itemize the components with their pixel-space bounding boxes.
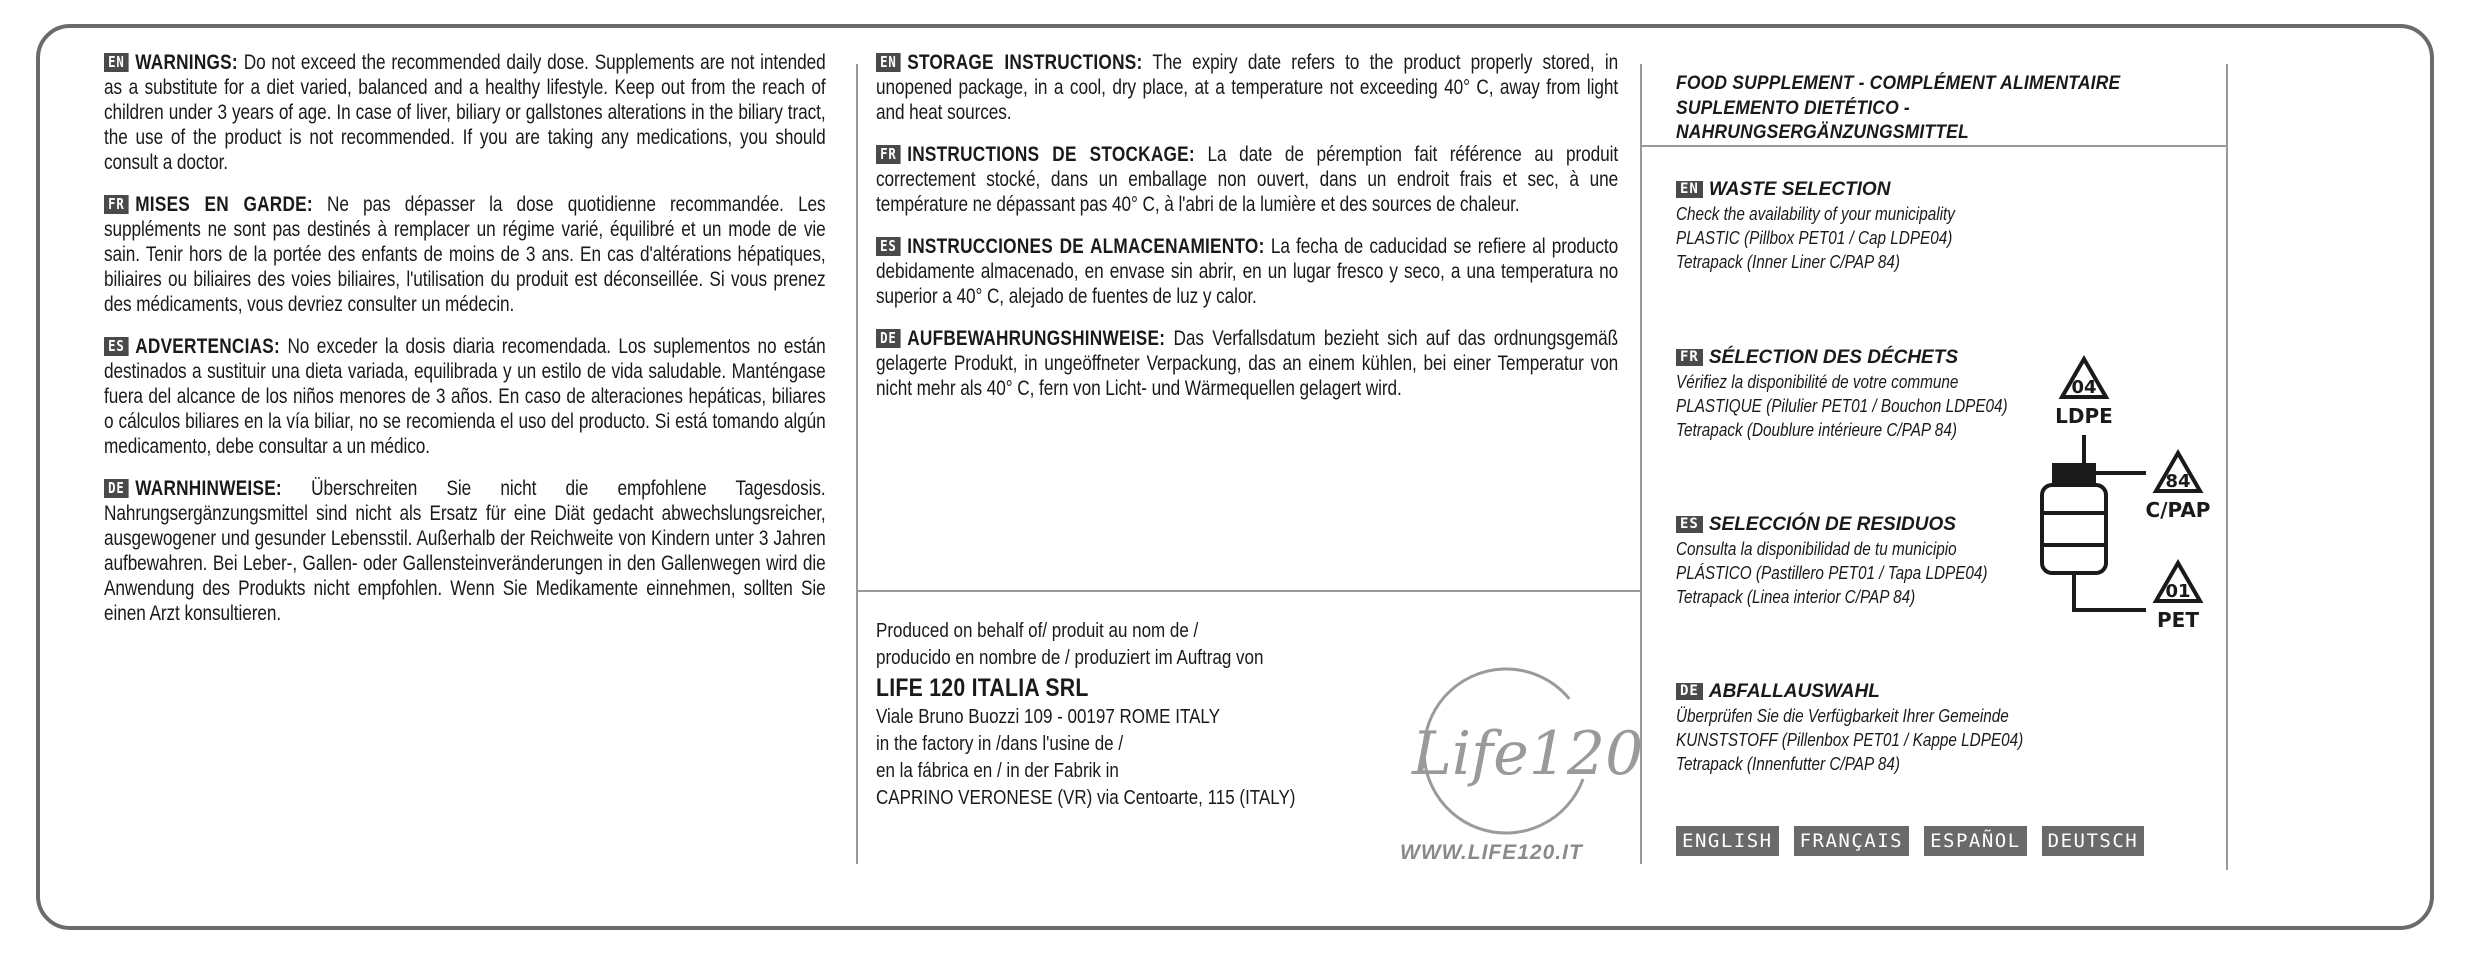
recycling-diagram — [2036, 325, 2236, 655]
badge-fr: FR — [1676, 349, 1703, 366]
badge-de: DE — [104, 479, 129, 498]
waste-line: PLASTIQUE (Pilulier PET01 / Bouchon LDPE04) — [1676, 396, 2008, 416]
badge-es: ES — [104, 337, 129, 356]
warning-heading: WARNINGS: — [135, 51, 238, 74]
storage-text: La fecha de caducidad se refiere al producto debidamente almacenado, en envase sin abrir, en un lugar fresco y seco, a una temperatura no superior a 40° C, alejado de fuentes de luz y calor. — [876, 235, 1619, 308]
cpap-label: C/PAP — [2145, 498, 2211, 522]
waste-line: KUNSTSTOFF (Pillenbox PET01 / Kappe LDPE04) — [1676, 730, 2024, 750]
divider-h1 — [858, 590, 1640, 592]
waste-line: Tetrapack (Doublure intérieure C/PAP 84) — [1676, 420, 1957, 440]
divider-1 — [856, 64, 858, 864]
producer-line: in the factory in /dans l'usine de / — [876, 733, 1124, 755]
storage-en — [876, 50, 1618, 125]
warning-text: Do not exceed the recommended daily dose. Supplements are not intended as a substitute for a diet varied, balanced and a healthy lifestyle. Keep out from the reach of children under 3 years of age. In case of liver, biliary or gallstones alterations in the biliary tract, the use of the product is not recommended. If you are taking any medications, you should consult a doctor. — [104, 51, 826, 174]
logo-text: Life120 — [1412, 719, 1644, 789]
waste-line: PLASTIC (Pillbox PET01 / Cap LDPE04) — [1676, 228, 1953, 248]
warning-de — [104, 476, 826, 626]
life120-logo — [1398, 656, 1644, 846]
warning-text: Ne pas dépasser la dose quotidienne recommandée. Les suppléments ne sont pas destinés à remplacer un régime varié, équilibré et un mode de vie sain. Tenir hors de la portée des enfants de moins de 3 ans. En cas d'altérations hépatiques, biliaires ou biliaires des voies biliaires, l'utilisation du produit est déconseillée. Si vous prenez des médicaments, vous devriez consulter un médecin. — [104, 193, 826, 316]
waste-line: Überprüfen Sie die Verfügbarkeit Ihrer Gemeinde — [1676, 706, 2009, 726]
waste-heading: WASTE SELECTION — [1708, 179, 1891, 200]
waste-line: PLÁSTICO (Pastillero PET01 / Tapa LDPE04) — [1676, 563, 1988, 583]
food-supplement-subtitle: SUPLEMENTO DIETÉTICO - NAHRUNGSERGÄNZUNGSMITTEL — [1676, 98, 1969, 143]
badge-es: ES — [1676, 516, 1703, 533]
lang-francais: FRANÇAIS — [1794, 826, 1910, 856]
storage-heading: STORAGE INSTRUCTIONS: — [907, 51, 1143, 74]
producer-info — [876, 618, 1301, 812]
badge-de: DE — [876, 329, 901, 348]
badge-es: ES — [876, 237, 901, 256]
warning-text: No exceder la dosis diaria recomendada. Los suplementos no están destinados a sustituir una dieta variada, equilibrada y un estilo de vida saludable. Manténgase fuera del alcance de los niños menores de 3 años. En caso de alteraciones hepáticas, biliares o cálculos biliares en la vía biliar, no se recomienda el uso del producto. Si está tomando algún medicamento, debe consultar a un médico. — [104, 335, 826, 458]
ldpe-label: LDPE — [2055, 404, 2113, 428]
warning-heading: WARNHINWEISE: — [135, 477, 282, 500]
storage-es — [876, 234, 1618, 309]
ldpe-code: 04 — [2071, 377, 2097, 398]
company-name: LIFE 120 ITALIA SRL — [876, 674, 1089, 702]
warning-es — [104, 334, 826, 459]
storage-text: Das Verfallsdatum bezieht sich auf das ordnungsgemäß gelagerte Produkt, in ungeöffneter Verpackung, das an einem kühlen, bei einer Temperatur von nicht mehr als 40° C, fern von Licht- und Wärmequellen gelagert wird. — [876, 327, 1619, 400]
waste-line: Tetrapack (Innenfutter C/PAP 84) — [1676, 754, 1900, 774]
waste-line: Tetrapack (Linea interior C/PAP 84) — [1676, 587, 1916, 607]
producer-line: producido en nombre de / produziert im Auftrag von — [876, 647, 1264, 669]
badge-de: DE — [1676, 683, 1703, 700]
warning-fr — [104, 192, 826, 317]
lang-espanol: ESPAÑOL — [1924, 826, 2027, 856]
storage-fr — [876, 142, 1618, 217]
waste-en — [1676, 178, 2236, 274]
storage-heading: AUFBEWAHRUNGSHINWEISE: — [907, 327, 1166, 350]
warning-text: Überschreiten Sie nicht die empfohlene Tagesdosis. Nahrungsergänzungsmittel sind nicht als Ersatz für eine Diät gedacht abwechslungsreicher, ausgewogener und gesunder Lebensstil. Außerhalb der Reichweite von Kindern unter 3 Jahren aufbewahren. Bei Leber-, Gallen- oder Gallensteinveränderungen in den Gallenwegen wird die Anwendung des Produkts nicht empfohlen. Wenn Sie Medikamente einnehmen, sollten Sie einen Arzt konsultieren. — [104, 477, 826, 625]
pet-code: 01 — [2165, 581, 2191, 602]
warning-en — [104, 50, 826, 175]
warning-heading: MISES EN GARDE: — [135, 193, 313, 216]
badge-fr: FR — [104, 195, 129, 214]
food-supplement-title: FOOD SUPPLEMENT - COMPLÉMENT ALIMENTAIRE — [1676, 73, 2121, 94]
company-address: Viale Bruno Buozzi 109 - 00197 ROME ITALY — [876, 706, 1220, 728]
warning-heading: ADVERTENCIAS: — [135, 335, 281, 358]
waste-line: Consulta la disponibilidad de tu municipio — [1676, 539, 1957, 559]
badge-en: EN — [876, 53, 901, 72]
waste-line: Tetrapack (Inner Liner C/PAP 84) — [1676, 252, 1900, 272]
badge-en: EN — [104, 53, 129, 72]
waste-line: Check the availability of your municipality — [1676, 204, 1955, 224]
language-bar — [1676, 826, 2144, 856]
storage-de — [876, 326, 1618, 401]
waste-heading: ABFALLAUSWAHL — [1708, 681, 1880, 702]
badge-en: EN — [1676, 181, 1703, 198]
waste-heading: SELECCIÓN DE RESIDUOS — [1708, 514, 1956, 535]
waste-heading: SÉLECTION DES DÉCHETS — [1708, 347, 1959, 368]
storage-column — [876, 50, 1618, 418]
lang-english: ENGLISH — [1676, 826, 1779, 856]
cpap-code: 84 — [2165, 471, 2191, 492]
factory-address: CAPRINO VERONESE (VR) via Centoarte, 115 (ITALY) — [876, 787, 1296, 809]
producer-line: Produced on behalf of/ produit au nom de / — [876, 620, 1199, 642]
lang-deutsch: DEUTSCH — [2042, 826, 2145, 856]
storage-heading: INSTRUCCIONES DE ALMACENAMIENTO: — [907, 235, 1265, 258]
website-link[interactable]: WWW.LIFE120.IT — [1400, 841, 1583, 864]
waste-de — [1676, 680, 2236, 776]
warnings-column — [104, 50, 826, 643]
producer-line: en la fábrica en / in der Fabrik in — [876, 760, 1119, 782]
pillbox-icon — [2042, 435, 2146, 610]
badge-fr: FR — [876, 145, 901, 164]
storage-text: La date de péremption fait référence au produit correctement stocké, dans un emballage non ouvert, dans un endroit frais et sec, à une température ne dépassant pas 40° C, à l'abri de la lumière et des sources de chaleur. — [876, 143, 1619, 216]
storage-heading: INSTRUCTIONS DE STOCKAGE: — [907, 143, 1195, 166]
waste-line: Vérifiez la disponibilité de votre commune — [1676, 372, 1959, 392]
pet-label: PET — [2157, 608, 2199, 632]
storage-text: The expiry date refers to the product properly stored, in unopened package, in a cool, dry place, at a temperature not exceeding 40° C, away from light and heat sources. — [876, 51, 1619, 124]
